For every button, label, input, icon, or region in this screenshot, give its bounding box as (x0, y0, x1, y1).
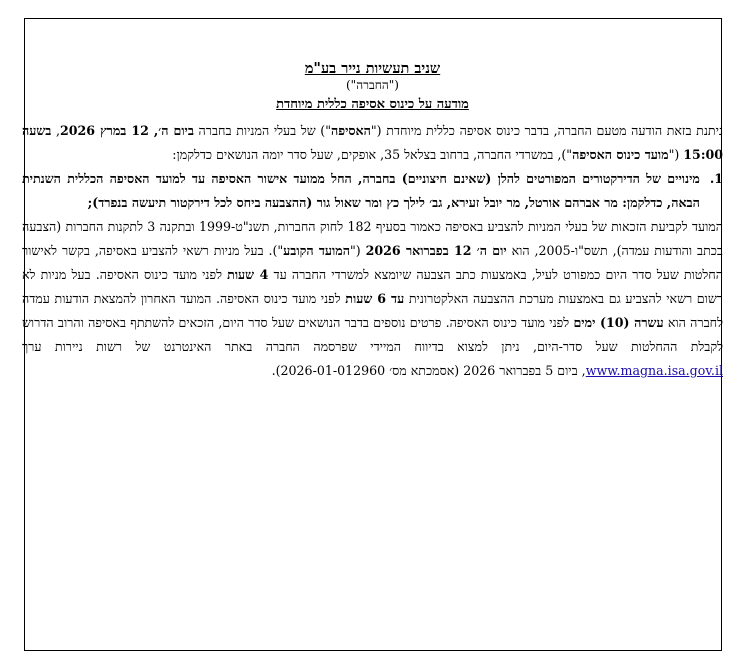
intro-bold-4: מועד כינוס האסיפה (572, 147, 669, 162)
notice-subject: מודעה על כינוס אסיפה כללית מיוחדת (276, 97, 469, 112)
agenda-item-number: 1. (709, 171, 723, 186)
body-text-5: לפני מועד כינוס האסיפה. המועד האחרון להמצאת הודעות עמדה לחברה הוא (22, 291, 723, 330)
agenda-item (22, 167, 723, 215)
body-text-6: לפני מועד כינוס האסיפה. פרטים נוספים בדבר הנושאים שעל סדר היום, הזכאים להשתתף באסיפה והרוב הדרוש לקבלת ההחלטות שעל סדר-היום, ניתן למצוא בדיווח המיידי שפרסמה החברה באתר האינטרנט של רשות ניירות ערך (22, 315, 723, 354)
company-name: שניב תעשיות נייר בע"מ (304, 60, 441, 77)
body-paragraph (22, 215, 723, 383)
intro-text-4: (" (668, 147, 684, 162)
body-text-2: (" (349, 243, 366, 258)
intro-text-1: ניתנת בזאת הודעה מטעם החברה, בדבר כינוס אסיפה כללית מיוחדת (" (370, 123, 723, 138)
notice-content (22, 60, 723, 383)
intro-bold-2: ביום ה׳, 12 במרץ 2026 (60, 123, 194, 138)
body-text-3: "). בעל מניות רשאי להצביע באסיפה, בקשר לאישור החלטות שעל סדר היום כמפורט לעיל, באמצעות כתב הצבעה שיומצא למשרדי החברה עד (22, 243, 723, 282)
body-bold-5: עשרה (10) ימים (573, 315, 664, 330)
intro-text-5: "), במשרדי החברה, ברחוב בצלאל 35, אופקים, שעל סדר יומה הנושאים כדלקמן: (172, 147, 573, 162)
body-bold-1: יום ה׳ 12 בפברואר 2026 (365, 243, 507, 258)
intro-text-3: , (51, 123, 60, 138)
notice-header (22, 60, 723, 113)
body-bold-3: 4 שעות (227, 267, 269, 282)
magna-link[interactable]: www.magna.isa.gov.il (585, 363, 723, 378)
body-bold-2: המועד הקובע (283, 243, 350, 258)
intro-bold-3: בשעה 15:00 (22, 123, 723, 162)
body-text-1: המועד לקביעת הזכאות של בעלי המניות להצביע באסיפה כאמור בסעיף 182 לחוק החברות, תשנ"ט-1999 ובתקנה 3 לתקנות החברות (הצבעה בכתב והודעות עמדה), תשס"ו-2005, הוא (22, 219, 724, 258)
body-text-7: , ביום 5 בפברואר 2026 (אסמכתא מס׳ 2026-01-012960). (271, 363, 586, 378)
company-alias: ("החברה") (346, 78, 399, 92)
body-bold-4: עד 6 שעות (345, 291, 405, 306)
body-text-4: לפני מועד כינוס האסיפה. בעל מניות לא רשום רשאי להצביע גם באמצעות מערכת ההצבעה האלקטרונית (22, 267, 723, 306)
intro-text-2: ") של בעלי המניות בחברה (193, 123, 331, 138)
intro-bold-1: האסיפה (331, 123, 371, 138)
intro-paragraph (22, 119, 723, 167)
agenda-item-text: מינויים של הדירקטורים המפורטים להלן (שאינם חיצוניים) בחברה, החל ממועד אישור האסיפה עד למועד האסיפה הכללית השנתית הבאה, כדלקמן: מר אברהם אורטל, מר יובל זעירא, גב׳ לילך כץ ומר שאול גור (ההצבעה ביחס לכל דירקטור תיעשה בנפרד); (22, 171, 700, 210)
